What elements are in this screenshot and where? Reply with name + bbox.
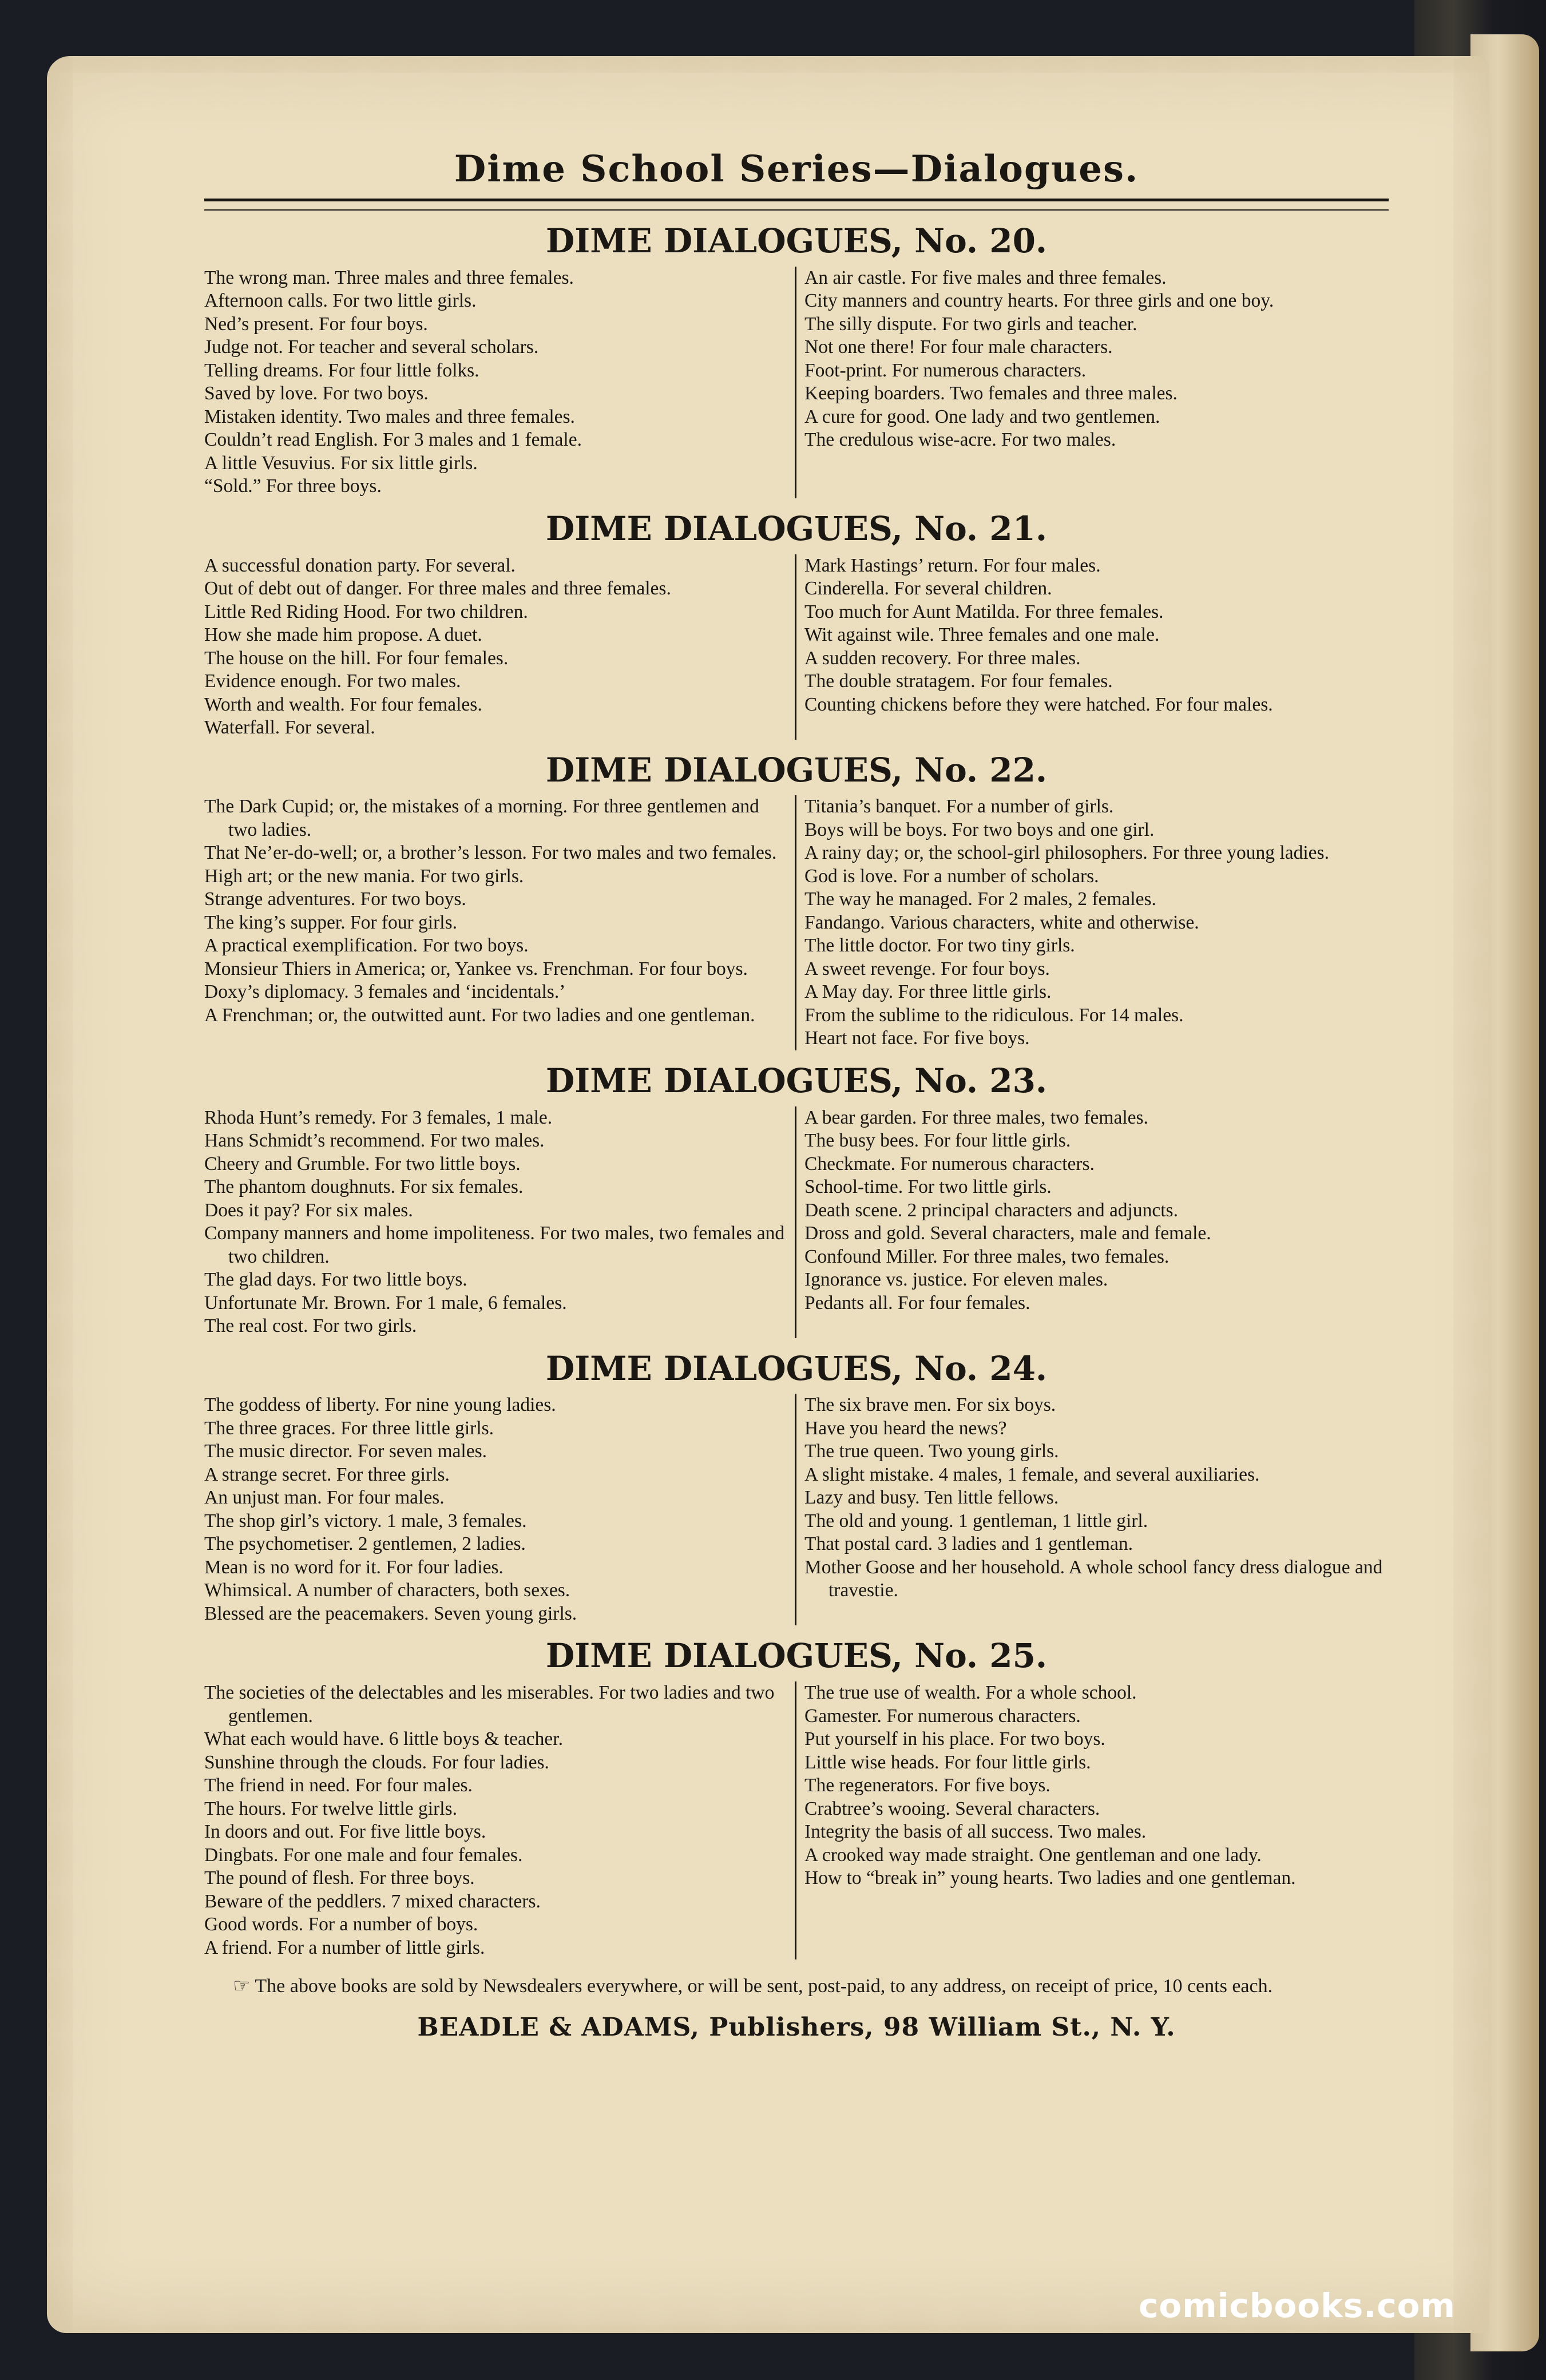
- dialogue-entry: City manners and country hearts. For three girls and one boy.: [804, 290, 1274, 312]
- dialogue-entry: That Ne’er-do-well; or, a brother’s lesson. For two males and two females.: [204, 842, 777, 864]
- dialogue-entry: Fandango. Various characters, white and otherwise.: [804, 911, 1199, 933]
- dialogue-entry: Heart not face. For five boys.: [804, 1028, 1030, 1049]
- dialogue-entry: The three graces. For three little girls.: [204, 1417, 494, 1439]
- dialogue-entry: That postal card. 3 ladies and 1 gentleman.: [804, 1533, 1133, 1555]
- dialogue-entry: Hans Schmidt’s recommend. For two males.: [204, 1130, 545, 1152]
- dialogue-entry: The six brave men. For six boys.: [804, 1394, 1056, 1416]
- dialogue-entry: God is love. For a number of scholars.: [804, 865, 1099, 887]
- section-title: DIME DIALOGUES, No. 20.: [545, 221, 1048, 260]
- dialogue-entry: Worth and wealth. For four females.: [204, 693, 482, 715]
- section-title: DIME DIALOGUES, No. 25.: [545, 1636, 1048, 1676]
- right-column: [796, 267, 1389, 498]
- dialogue-entry: The goddess of liberty. For nine young ladies.: [204, 1394, 556, 1416]
- dialogue-entry: How she made him propose. A duet.: [204, 624, 482, 646]
- dialogue-entry: An air castle. For five males and three females.: [804, 267, 1167, 288]
- dialogue-entry: Mistaken identity. Two males and three females.: [204, 406, 575, 427]
- dialogue-entry: Mean is no word for it. For four ladies.: [204, 1556, 504, 1578]
- dialogue-entry: A sweet revenge. For four boys.: [804, 958, 1050, 979]
- dialogue-entry: The regenerators. For five boys.: [804, 1775, 1051, 1796]
- footnote: ☞ The above books are sold by Newsdealers everywhere, or will be sent, post-paid, to any address, on receipt of price, 10 cents each.: [233, 1976, 1273, 1997]
- dialogue-entry: Little Red Riding Hood. For two children.: [204, 601, 528, 622]
- dialogues-sections: [204, 223, 1389, 1959]
- dialogue-entry: Dross and gold. Several characters, male and female.: [804, 1223, 1211, 1244]
- dialogue-entry: A Frenchman; or, the outwitted aunt. For two ladies and one gentleman.: [204, 1004, 755, 1026]
- right-column: [796, 795, 1389, 1050]
- dialogue-entry: Keeping boarders. Two females and three males.: [804, 383, 1178, 404]
- dialogue-entry: Afternoon calls. For two little girls.: [204, 290, 477, 312]
- dialogue-entry: Foot-print. For numerous characters.: [804, 359, 1087, 381]
- dialogue-section: [204, 1348, 1389, 1626]
- dialogue-entry: Out of debt out of danger. For three males and three females.: [204, 578, 671, 600]
- section-title: DIME DIALOGUES, No. 23.: [545, 1061, 1048, 1100]
- dialogue-entry: A rainy day; or, the school-girl philosophers. For three young ladies.: [804, 842, 1329, 864]
- dialogue-entry: Checkmate. For numerous characters.: [804, 1153, 1095, 1175]
- dialogue-entry: A sudden recovery. For three males.: [804, 647, 1081, 669]
- right-column: [796, 1106, 1389, 1338]
- dialogue-entry: High art; or the new mania. For two girls.: [204, 865, 524, 887]
- dialogue-entry: Boys will be boys. For two boys and one girl.: [804, 819, 1155, 840]
- dialogue-entry: The music director. For seven males.: [204, 1441, 487, 1462]
- dialogue-entry: The true use of wealth. For a whole school.: [804, 1682, 1137, 1704]
- dialogue-entry: Waterfall. For several.: [204, 717, 375, 739]
- dialogue-section: [204, 1063, 1389, 1338]
- header-rule: [204, 199, 1389, 211]
- section-columns: [204, 1106, 1389, 1338]
- dialogue-entry: The psychometiser. 2 gentlemen, 2 ladies.: [204, 1533, 526, 1555]
- dialogue-entry: The way he managed. For 2 males, 2 females.: [804, 888, 1156, 910]
- dialogue-entry: From the sublime to the ridiculous. For 14 males.: [804, 1004, 1184, 1026]
- dialogue-entry: Sunshine through the clouds. For four ladies.: [204, 1751, 549, 1773]
- dialogue-entry: Pedants all. For four females.: [804, 1292, 1030, 1314]
- dialogue-entry: Company manners and home impoliteness. For two males, two females and two children.: [204, 1223, 785, 1267]
- right-column: [796, 1394, 1389, 1625]
- dialogue-entry: The real cost. For two girls.: [204, 1315, 417, 1337]
- section-columns: [204, 1394, 1389, 1625]
- left-column: [204, 795, 796, 1050]
- dialogue-entry: Couldn’t read English. For 3 males and 1 female.: [204, 429, 582, 451]
- page-content: [204, 148, 1389, 2042]
- dialogue-entry: An unjust man. For four males.: [204, 1487, 445, 1509]
- dialogue-entry: The glad days. For two little boys.: [204, 1269, 467, 1291]
- dialogue-entry: School-time. For two little girls.: [804, 1176, 1052, 1198]
- dialogue-entry: Rhoda Hunt’s remedy. For 3 females, 1 male.: [204, 1106, 553, 1128]
- dialogue-entry: Put yourself in his place. For two boys.: [804, 1728, 1105, 1750]
- dialogue-entry: Dingbats. For one male and four females.: [204, 1844, 523, 1866]
- dialogue-entry: Telling dreams. For four little folks.: [204, 359, 479, 381]
- dialogue-entry: Cinderella. For several children.: [804, 578, 1052, 600]
- dialogue-entry: The pound of flesh. For three boys.: [204, 1867, 475, 1889]
- section-columns: [204, 267, 1389, 498]
- dialogue-entry: Does it pay? For six males.: [204, 1199, 413, 1221]
- dialogue-section: [204, 752, 1389, 1050]
- dialogue-entry: Titania’s banquet. For a number of girls.: [804, 796, 1114, 818]
- left-column: [204, 554, 796, 740]
- dialogue-entry: Confound Miller. For three males, two females.: [804, 1245, 1170, 1267]
- dialogue-entry: The house on the hill. For four females.: [204, 647, 509, 669]
- dialogue-entry: Have you heard the news?: [804, 1417, 1007, 1439]
- dialogue-entry: The old and young. 1 gentleman, 1 little girl.: [804, 1510, 1148, 1532]
- dialogue-entry: Doxy’s diplomacy. 3 females and ‘incidentals.’: [204, 981, 566, 1003]
- dialogue-entry: Unfortunate Mr. Brown. For 1 male, 6 females.: [204, 1292, 567, 1314]
- dialogue-entry: Gamester. For numerous characters.: [804, 1705, 1081, 1727]
- dialogue-entry: Judge not. For teacher and several scholars.: [204, 336, 539, 358]
- dialogue-entry: What each would have. 6 little boys & teacher.: [204, 1728, 563, 1750]
- dialogue-entry: The friend in need. For four males.: [204, 1775, 473, 1796]
- dialogue-entry: The king’s supper. For four girls.: [204, 911, 457, 933]
- dialogue-entry: A crooked way made straight. One gentleman and one lady.: [804, 1844, 1262, 1866]
- page: [47, 56, 1489, 2333]
- dialogue-entry: The societies of the delectables and les miserables. For two ladies and two gentlemen.: [204, 1682, 775, 1727]
- dialogue-entry: Cheery and Grumble. For two little boys.: [204, 1153, 521, 1175]
- dialogue-entry: Not one there! For four male characters.: [804, 336, 1113, 358]
- dialogue-entry: The silly dispute. For two girls and teacher.: [804, 313, 1137, 335]
- dialogue-entry: Strange adventures. For two boys.: [204, 888, 466, 910]
- dialogue-entry: Integrity the basis of all success. Two males.: [804, 1821, 1147, 1843]
- section-columns: [204, 554, 1389, 740]
- left-column: [204, 1106, 796, 1338]
- dialogue-entry: Evidence enough. For two males.: [204, 671, 461, 692]
- dialogue-entry: Whimsical. A number of characters, both sexes.: [204, 1580, 570, 1601]
- dialogue-entry: A little Vesuvius. For six little girls.: [204, 452, 478, 474]
- dialogue-entry: How to “break in” young hearts. Two ladies and one gentleman.: [804, 1867, 1296, 1889]
- dialogue-entry: The hours. For twelve little girls.: [204, 1798, 457, 1819]
- dialogue-section: [204, 1638, 1389, 1959]
- watermark: comicbooks.com: [1139, 2286, 1456, 2325]
- publisher-line: BEADLE & ADAMS, Publishers, 98 William St., N. Y.: [417, 2013, 1176, 2042]
- left-column: [204, 1681, 796, 1959]
- dialogue-entry: The credulous wise-acre. For two males.: [804, 429, 1116, 451]
- dialogue-entry: The double stratagem. For four females.: [804, 671, 1113, 692]
- dialogue-entry: Wit against wile. Three females and one male.: [804, 624, 1160, 646]
- section-title: DIME DIALOGUES, No. 22.: [545, 750, 1048, 790]
- dialogue-entry: Too much for Aunt Matilda. For three females.: [804, 601, 1164, 622]
- section-title: DIME DIALOGUES, No. 21.: [545, 509, 1048, 548]
- left-column: [204, 267, 796, 498]
- dialogue-entry: The wrong man. Three males and three females.: [204, 267, 574, 288]
- dialogue-section: [204, 511, 1389, 740]
- dialogue-entry: Mother Goose and her household. A whole school fancy dress dialogue and travestie.: [804, 1556, 1383, 1601]
- dialogue-entry: Counting chickens before they were hatched. For four males.: [804, 693, 1273, 715]
- dialogue-entry: A friend. For a number of little girls.: [204, 1937, 485, 1958]
- left-column: [204, 1394, 796, 1625]
- dialogue-entry: Crabtree’s wooing. Several characters.: [804, 1798, 1100, 1819]
- dialogue-entry: Ned’s present. For four boys.: [204, 313, 428, 335]
- dialogue-entry: A cure for good. One lady and two gentlemen.: [804, 406, 1160, 427]
- dialogue-entry: The shop girl’s victory. 1 male, 3 females.: [204, 1510, 527, 1532]
- dialogue-entry: The phantom doughnuts. For six females.: [204, 1176, 524, 1198]
- section-title: DIME DIALOGUES, No. 24.: [545, 1348, 1048, 1388]
- dialogue-entry: A slight mistake. 4 males, 1 female, and several auxiliaries.: [804, 1463, 1260, 1485]
- dialogue-entry: The Dark Cupid; or, the mistakes of a morning. For three gentlemen and two ladies.: [204, 796, 759, 840]
- dialogue-entry: Monsieur Thiers in America; or, Yankee vs. Frenchman. For four boys.: [204, 958, 748, 979]
- dialogue-entry: Lazy and busy. Ten little fellows.: [804, 1487, 1059, 1509]
- dialogue-entry: Blessed are the peacemakers. Seven young girls.: [204, 1602, 577, 1624]
- dialogue-entry: The little doctor. For two tiny girls.: [804, 935, 1075, 957]
- dialogue-entry: The busy bees. For four little girls.: [804, 1130, 1071, 1152]
- page-header: Dime School Series—Dialogues.: [454, 148, 1139, 191]
- dialogue-entry: A May day. For three little girls.: [804, 981, 1052, 1003]
- dialogue-entry: Good words. For a number of boys.: [204, 1914, 478, 1935]
- dialogue-entry: A successful donation party. For several.: [204, 554, 516, 576]
- dialogue-entry: A practical exemplification. For two boys.: [204, 935, 529, 957]
- dialogue-entry: “Sold.” For three boys.: [204, 475, 382, 497]
- dialogue-entry: Ignorance vs. justice. For eleven males.: [804, 1269, 1108, 1291]
- dialogue-entry: Little wise heads. For four little girls.: [804, 1751, 1091, 1773]
- right-column: [796, 554, 1389, 740]
- dialogue-entry: In doors and out. For five little boys.: [204, 1821, 486, 1843]
- dialogue-entry: Death scene. 2 principal characters and adjuncts.: [804, 1199, 1178, 1221]
- dialogue-entry: The true queen. Two young girls.: [804, 1441, 1059, 1462]
- right-column: [796, 1681, 1389, 1959]
- section-columns: [204, 1681, 1389, 1959]
- dialogue-entry: Mark Hastings’ return. For four males.: [804, 554, 1101, 576]
- dialogue-section: [204, 223, 1389, 498]
- dialogue-entry: Saved by love. For two boys.: [204, 383, 429, 404]
- section-columns: [204, 795, 1389, 1050]
- dialogue-entry: Beware of the peddlers. 7 mixed characters.: [204, 1890, 541, 1912]
- dialogue-entry: A strange secret. For three girls.: [204, 1463, 450, 1485]
- dialogue-entry: A bear garden. For three males, two females.: [804, 1106, 1148, 1128]
